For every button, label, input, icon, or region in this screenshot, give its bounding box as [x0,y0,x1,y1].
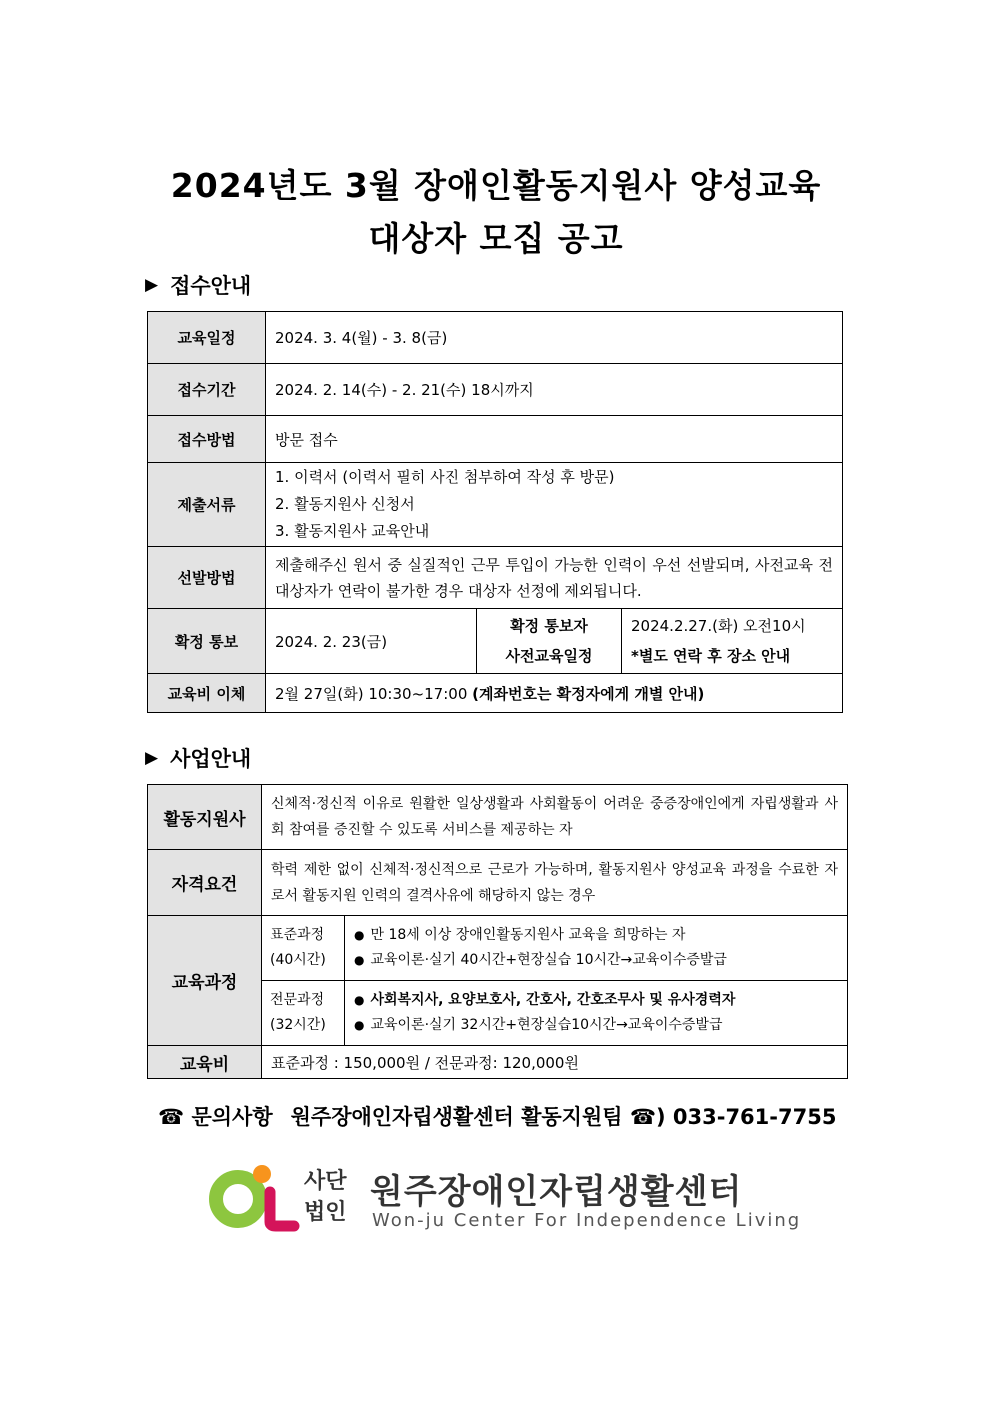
period-value: 2024. 2. 14(수) - 2. 21(수) 18시까지 [266,364,843,416]
logo-dot [253,1165,271,1183]
table-row [148,463,843,547]
contact-org: 원주장애인자립생활센터 활동지원팀 [290,1105,623,1129]
list-item: ● 교육이론·실기 40시간+현장실습 10시간→교육이수증발급 [354,948,838,973]
documents-label: 제출서류 [148,463,266,547]
documents-list [266,463,843,547]
expert-course-name [262,981,345,1046]
fee-label: 교육비 [148,1046,262,1079]
table-row [148,1046,848,1079]
page-title: 2024년도 3월 장애인활동지원사 양성교육 [170,166,822,205]
fee-value: 표준과정 : 150,000원 / 전문과정: 120,000원 [262,1046,848,1079]
confirm-sub-label-1: 확정 통보자 [510,617,588,635]
list-item: 1. 이력서 (이력서 필히 사진 첨부하여 작성 후 방문) [275,468,615,486]
selection-value: 제출해주신 원서 중 실질적인 근무 투입이 가능한 인력이 우선 선발되며, 사전교육 전 대상자가 연락이 불가한 경우 대상자 선정에 제외됩니다. [266,547,843,609]
expert-course-title: 전문과정 [270,992,325,1008]
business-table [147,784,848,1079]
table-row [148,364,843,416]
qualification-value: 학력 제한 없이 신체적·정신적으로 근로가 가능하며, 활동지원사 양성교육 과정을 수료한 자로서 활동지원 인력의 결격사유에 해당하지 않는 경우 [262,850,848,916]
table-row [148,916,848,981]
table-row [148,850,848,916]
list-item: ● 교육이론·실기 32시간+현장실습10시간→교육이수증발급 [354,1013,838,1038]
method-label: 접수방법 [148,416,266,463]
fee-transfer-time: 2월 27일(화) 10:30~17:00 [275,684,473,703]
standard-course-detail [345,916,848,981]
confirm-sub-value-1: 2024.2.27.(화) 오전10시 [631,617,806,635]
table-row [148,785,848,850]
list-item: ● 만 18세 이상 장애인활동지원사 교육을 희망하는 자 [354,923,838,948]
org-logo-mark-icon [208,1162,300,1232]
confirm-label: 확정 통보 [148,609,266,674]
confirm-sub-label [477,609,622,674]
page-subtitle: 대상자 모집 공고 [368,219,624,258]
table-row [148,416,843,463]
assistant-label: 활동지원사 [148,785,262,850]
standard-course-name [262,916,345,981]
list-item: 2. 활동지원사 신청서 [275,495,415,513]
logo-ring [216,1177,260,1221]
contact-label: ☎ 문의사항 [158,1105,273,1129]
confirm-sub-value-2: *별도 연락 후 장소 안내 [631,647,791,665]
list-item: 3. 활동지원사 교육안내 [275,522,430,540]
confirm-sub-value [622,609,843,674]
table-row [148,674,843,713]
course-label: 교육과정 [148,916,262,1046]
org-name: 원주장애인자립생활센터 [370,1172,743,1212]
org-corp-line2: 법인 [304,1200,347,1225]
org-logo [208,1162,808,1234]
fee-transfer-note: (계좌번호는 확정자에게 개별 안내) [472,684,705,703]
method-value: 방문 접수 [266,416,843,463]
expert-course-hours: (32시간) [270,1017,326,1033]
table-row [148,547,843,609]
confirm-value: 2024. 2. 23(금) [266,609,477,674]
period-label: 접수기간 [148,364,266,416]
schedule-value: 2024. 3. 4(월) - 3. 8(금) [266,312,843,364]
org-english-name: Won-ju Center For Independence Living [372,1210,802,1231]
table-row [148,609,843,674]
qualification-label: 자격요건 [148,850,262,916]
fee-transfer-label: 교육비 이체 [148,674,266,713]
contact-line [158,1101,836,1131]
business-heading-text: 사업안내 [170,747,252,771]
selection-label: 선발방법 [148,547,266,609]
reception-table [147,311,843,713]
expert-course-detail [345,981,848,1046]
contact-phone: ☎) 033-761-7755 [629,1105,837,1129]
triangle-right-icon: ▶ [145,748,159,768]
standard-course-title: 표준과정 [270,927,325,943]
confirm-sub-label-2: 사전교육일정 [505,647,593,665]
reception-heading-text: 접수안내 [170,274,252,298]
business-heading [145,743,251,773]
list-item: ● 사회복지사, 요양보호사, 간호사, 간호조무사 및 유사경력자 [354,988,838,1013]
schedule-label: 교육일정 [148,312,266,364]
standard-course-hours: (40시간) [270,952,326,968]
logo-l-stroke [270,1192,294,1226]
table-row [148,312,843,364]
org-corp-type [304,1166,347,1228]
reception-heading [145,270,251,300]
assistant-value: 신체적·정신적 이유로 원활한 일상생활과 사회활동이 어려운 중증장애인에게 자립생활과 사회 참여를 증진할 수 있도록 서비스를 제공하는 자 [262,785,848,850]
fee-transfer-value [266,674,843,713]
triangle-right-icon: ▶ [145,275,159,295]
org-corp-line1: 사단 [304,1169,347,1194]
